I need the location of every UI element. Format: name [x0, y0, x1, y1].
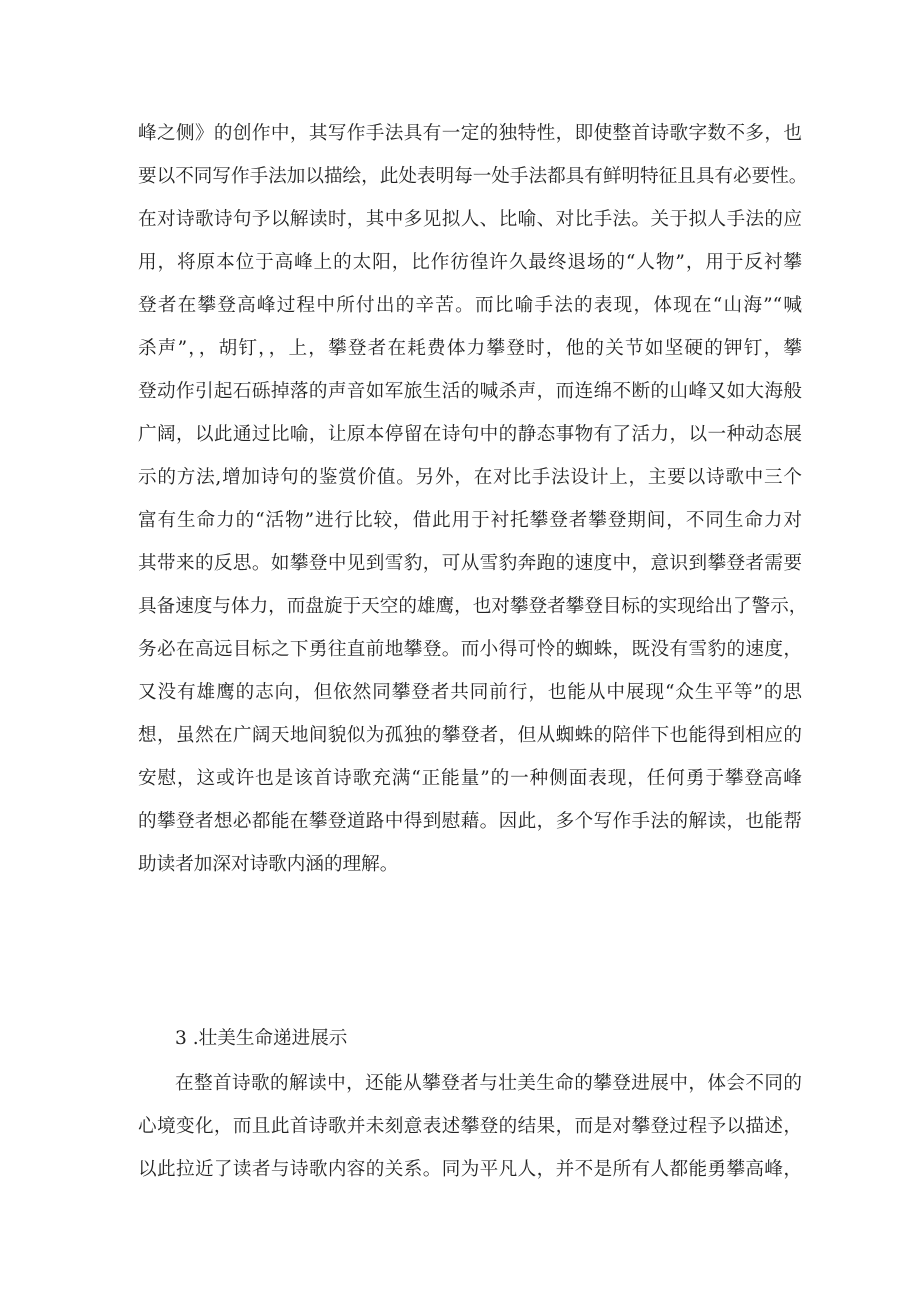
paragraph-line: 登者在攀登高峰过程中所付出的辛苦。而比喻手法的表现，体现在“山海”“喊	[138, 295, 802, 316]
paragraph-line: 想，虽然在广阔天地间貌似为孤独的攀登者，但从蜘蛛的陪伴下也能得到相应的	[138, 725, 802, 746]
paragraph-line: 助读者加深对诗歌内涵的理解。	[138, 854, 399, 875]
paragraph-line: 以此拉近了读者与诗歌内容的关系。同为平凡人，并不是所有人都能勇攀高峰，	[138, 1159, 802, 1180]
section-heading: 3 .壮美生命递进展示	[175, 1028, 348, 1049]
paragraph-line: 富有生命力的“活物”进行比较，借此用于衬托攀登者攀登期间，不同生命力对	[138, 510, 802, 531]
paragraph-line: 在对诗歌诗句予以解读时，其中多见拟人、比喻、对比手法。关于拟人手法的应	[138, 209, 802, 230]
paragraph-line: 峰之侧》的创作中，其写作手法具有一定的独特性，即使整首诗歌字数不多，也	[138, 123, 802, 144]
body-paragraph-2	[138, 1062, 802, 1191]
paragraph-line: 具备速度与体力，而盘旋于天空的雄鹰，也对攀登者攀登目标的实现给出了警示，	[138, 596, 808, 617]
paragraph-line: 心境变化，而且此首诗歌并未刻意表述攀登的结果，而是对攀登过程予以描述，	[138, 1116, 802, 1137]
paragraph-line: 登动作引起石砾掉落的声音如军旅生活的喊杀声，而连绵不断的山峰又如大海般	[138, 381, 802, 402]
paragraph-line: 安慰，这或许也是该首诗歌充满“正能量”的一种侧面表现，任何勇于攀登高峰	[138, 768, 802, 789]
body-paragraph-1	[138, 112, 808, 886]
paragraph-line: 要以不同写作手法加以描绘，此处表明每一处手法都具有鲜明特征且具有必要性。	[138, 166, 808, 187]
paragraph-line: 其带来的反思。如攀登中见到雪豹，可从雪豹奔跑的速度中，意识到攀登者需要	[138, 553, 802, 574]
paragraph-line: 在整首诗歌的解读中，还能从攀登者与壮美生命的攀登进展中，体会不同的	[175, 1073, 802, 1094]
paragraph-line: 广阔，以此通过比喻，让原本停留在诗句中的静态事物有了活力，以一种动态展	[138, 424, 802, 445]
section-heading-block	[138, 1017, 802, 1060]
paragraph-line: 又没有雄鹰的志向，但依然同攀登者共同前行，也能从中展现“众生平等”的思	[138, 682, 802, 703]
paragraph-line: 用，将原本位于高峰上的太阳，比作彷徨许久最终退场的“人物”，用于反衬攀	[138, 252, 802, 273]
paragraph-line: 务必在高远目标之下勇往直前地攀登。而小得可怜的蜘蛛，既没有雪豹的速度，	[138, 639, 802, 660]
paragraph-line: 示的方法,增加诗句的鉴赏价值。另外，在对比手法设计上，主要以诗歌中三个	[138, 467, 802, 488]
paragraph-line: 的攀登者想必都能在攀登道路中得到慰藉。因此，多个写作手法的解读，也能帮	[138, 811, 802, 832]
paragraph-line: 杀声”，，胡钉，，上，攀登者在耗费体力攀登时，他的关节如坚硬的钾钉，攀	[138, 338, 802, 359]
